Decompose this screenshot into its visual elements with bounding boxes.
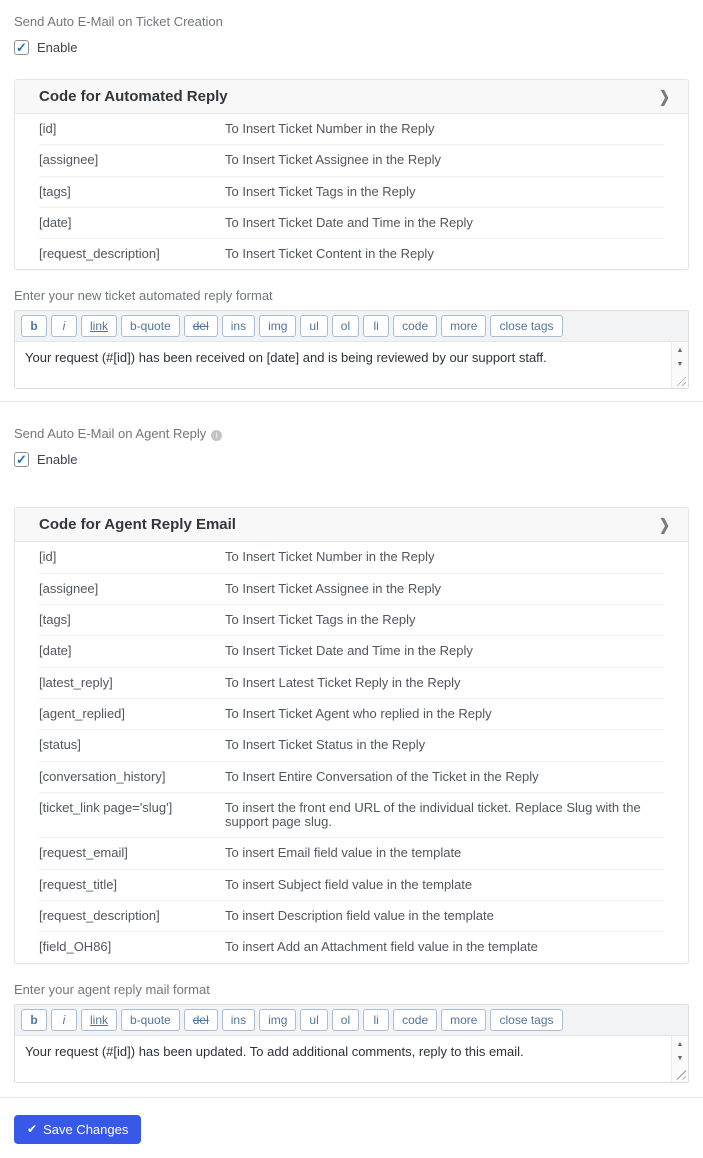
shortcode: [request_description] <box>39 908 160 924</box>
shortcode-description: To Insert Ticket Date and Time in the Reply <box>225 643 473 659</box>
shortcode: [id] <box>39 549 57 565</box>
automated-reply-panel-header[interactable] <box>15 80 688 114</box>
toolbar-button[interactable]: more <box>441 315 486 337</box>
scroll-up-icon[interactable]: ▲ <box>676 1040 684 1048</box>
automated-reply-editor-label: Enter your new ticket automated reply format <box>14 288 273 304</box>
agent-reply-panel-header[interactable] <box>15 508 688 542</box>
toolbar-button[interactable]: ins <box>222 315 255 337</box>
shortcode: [tags] <box>39 183 71 199</box>
enable-label: Enable <box>37 40 78 55</box>
shortcode: [assignee] <box>39 580 99 596</box>
shortcode-description: To Insert Ticket Tags in the Reply <box>225 183 416 199</box>
shortcode: [date] <box>39 643 72 659</box>
table-row <box>39 239 664 269</box>
table-row <box>39 636 664 667</box>
agent-reply-setting-label <box>14 426 689 441</box>
toolbar-button[interactable]: ul <box>300 1009 327 1031</box>
shortcode: [date] <box>39 214 72 230</box>
shortcode-description: To Insert Ticket Number in the Reply <box>225 549 435 565</box>
toolbar-button[interactable]: more <box>441 1009 486 1031</box>
agent-reply-enable-row[interactable] <box>14 452 689 467</box>
shortcode: [request_description] <box>39 246 160 262</box>
table-row <box>39 605 664 636</box>
toolbar-button[interactable]: code <box>393 315 437 337</box>
quicktags-toolbar <box>15 1005 688 1035</box>
shortcode-description: To insert Email field value in the template <box>225 845 462 861</box>
shortcode: [request_email] <box>39 845 128 861</box>
toolbar-button[interactable]: b-quote <box>121 1009 180 1031</box>
toolbar-button[interactable]: i <box>51 1009 77 1031</box>
section-divider <box>0 401 703 402</box>
chevron-right-icon[interactable]: ❯ <box>659 86 670 105</box>
panel-title: Code for Agent Reply Email <box>39 516 236 534</box>
table-row <box>39 574 664 605</box>
toolbar-button[interactable]: li <box>363 315 389 337</box>
toolbar-button[interactable]: del <box>184 1009 218 1031</box>
toolbar-button[interactable]: ol <box>332 1009 359 1031</box>
help-info-icon: i <box>211 430 222 441</box>
checkmark-icon: ✓ <box>16 451 27 467</box>
toolbar-button[interactable]: link <box>81 315 117 337</box>
scroll-down-icon[interactable]: ▼ <box>676 1054 684 1062</box>
toolbar-button[interactable]: b-quote <box>121 315 180 337</box>
shortcode: [status] <box>39 737 81 753</box>
toolbar-button[interactable]: ins <box>222 1009 255 1031</box>
shortcode-description: To insert Description field value in the template <box>225 908 494 924</box>
enable-label: Enable <box>37 452 78 468</box>
shortcode-description: To Insert Ticket Agent who replied in the Reply <box>225 705 492 721</box>
toolbar-button[interactable]: close tags <box>490 1009 562 1031</box>
shortcode-description: To insert the front end URL of the individual ticket. Replace Slug with the support page slug. <box>225 799 641 830</box>
agent-reply-codes-panel <box>14 507 689 963</box>
shortcode-description: To Insert Latest Ticket Reply in the Reply <box>225 674 461 690</box>
table-row <box>39 793 664 839</box>
toolbar-button[interactable]: del <box>184 315 218 337</box>
agent-reply-setting-text: Send Auto E-Mail on Agent Reply <box>14 426 207 442</box>
shortcode-description: To Insert Entire Conversation of the Ticket in the Reply <box>225 768 539 784</box>
shortcode: [id] <box>39 121 57 136</box>
chevron-right-icon[interactable]: ❯ <box>659 515 670 534</box>
save-button-label: Save Changes <box>43 1121 129 1137</box>
table-row <box>39 762 664 793</box>
shortcode: [tags] <box>39 612 71 628</box>
shortcode-description: To insert Add an Attachment field value in the template <box>225 939 538 955</box>
table-row <box>39 668 664 699</box>
table-row <box>39 901 664 932</box>
agent-reply-textarea[interactable] <box>15 1036 688 1082</box>
agent-reply-textarea-wrap <box>15 1035 688 1082</box>
toolbar-button[interactable]: img <box>259 315 296 337</box>
shortcode: [conversation_history] <box>39 768 166 784</box>
automated-reply-codes-panel <box>14 79 689 270</box>
shortcode-description: To insert Subject field value in the template <box>225 876 473 892</box>
table-row <box>39 177 664 208</box>
automated-reply-textarea-wrap <box>15 341 688 388</box>
toolbar-button[interactable]: i <box>51 315 77 337</box>
table-row <box>39 838 664 869</box>
toolbar-button[interactable]: b <box>21 315 47 337</box>
table-row <box>39 730 664 761</box>
toolbar-button[interactable]: code <box>393 1009 437 1031</box>
table-row <box>39 145 664 176</box>
agent-reply-editor <box>14 1004 689 1083</box>
quicktags-toolbar <box>15 311 688 341</box>
shortcode-description: To Insert Ticket Tags in the Reply <box>225 612 416 628</box>
shortcode-description: To Insert Ticket Assignee in the Reply <box>225 152 442 168</box>
table-row <box>39 870 664 901</box>
check-icon: ✔ <box>27 1122 38 1137</box>
shortcode: [request_title] <box>39 876 118 892</box>
shortcode: [agent_replied] <box>39 705 126 721</box>
table-row <box>39 208 664 239</box>
table-row <box>39 542 664 573</box>
shortcode-description: To Insert Ticket Date and Time in the Reply <box>225 214 473 230</box>
table-row <box>39 114 664 145</box>
automated-reply-textarea[interactable] <box>15 342 688 388</box>
table-row <box>39 932 664 962</box>
toolbar-button[interactable]: li <box>363 1009 389 1031</box>
shortcode-table <box>15 114 688 269</box>
shortcode: [field_OH86] <box>39 939 112 955</box>
toolbar-button[interactable]: img <box>259 1009 296 1031</box>
toolbar-button[interactable]: close tags <box>490 315 562 337</box>
toolbar-button[interactable]: ul <box>300 315 327 337</box>
toolbar-button[interactable]: b <box>21 1009 47 1031</box>
ticket-creation-enable-row[interactable] <box>14 40 689 55</box>
shortcode: [latest_reply] <box>39 674 113 690</box>
shortcode-description: To Insert Ticket Assignee in the Reply <box>225 580 442 596</box>
shortcode-description: To Insert Ticket Content in the Reply <box>225 246 434 262</box>
shortcode-table <box>15 542 688 962</box>
shortcode: [ticket_link page='slug'] <box>39 799 173 815</box>
shortcode-description: To Insert Ticket Status in the Reply <box>225 737 426 753</box>
ticket-creation-setting-label: Send Auto E-Mail on Ticket Creation <box>14 14 223 29</box>
shortcode-description: To Insert Ticket Number in the Reply <box>225 121 435 136</box>
shortcode: [assignee] <box>39 152 99 168</box>
agent-reply-enable-checkbox[interactable] <box>14 452 29 467</box>
agent-reply-editor-label: Enter your agent reply mail format <box>14 981 210 997</box>
automated-reply-editor <box>14 310 689 389</box>
save-changes-button[interactable] <box>14 1115 141 1144</box>
ticket-creation-enable-checkbox[interactable] <box>14 40 29 55</box>
toolbar-button[interactable]: link <box>81 1009 117 1031</box>
scroll-down-icon[interactable]: ▼ <box>676 361 684 369</box>
scroll-up-icon[interactable]: ▲ <box>676 347 684 355</box>
panel-title: Code for Automated Reply <box>39 88 228 105</box>
section-divider <box>0 1097 703 1098</box>
table-row <box>39 699 664 730</box>
checkmark-icon: ✓ <box>16 39 27 55</box>
toolbar-button[interactable]: ol <box>332 315 359 337</box>
